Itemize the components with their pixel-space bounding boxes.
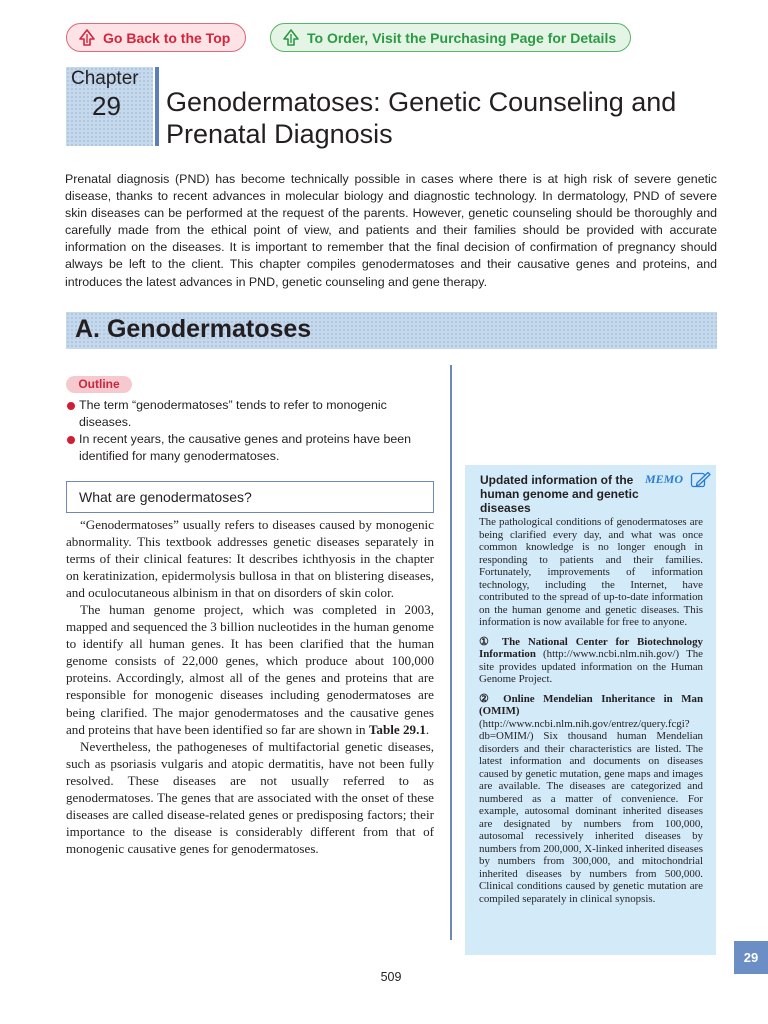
subsection-heading: What are genodermatoses?	[66, 481, 434, 513]
memo-item-desc: Six thousand human Mendelian disorders and their characteristics are listed. The latest information and documents on diseases caused by genetic mutation, gene maps and images are available. The diseases are categorized and numbered as a matter of convenience. For example, autosomal dominant inherited diseases are designated by numbers from 100,000, autosomal recessively inherited diseases by numbers from 200,000, X-linked inherited diseases by numbers from 300,000, and mitochondrial inherited diseases by numbers from 500,000. Clinical conditions caused by genetic mutation are compiled separately in clinical synopsis.	[479, 730, 703, 905]
memo-item-name: The National Center for Biotechnology Information	[479, 635, 703, 660]
outline-item: The term “genodermatoses” tends to refer to monogenic diseases.	[66, 397, 438, 431]
body-text	[66, 516, 434, 857]
chapter-intro: Prenatal diagnosis (PND) has become technically possible in cases where there is at high risk of severe genetic disease, thanks to recent advances in molecular biology and diagnostic technology. In dermatology, PND of severe skin diseases can be performed at the request of the parents. However, genetic counseling should be thoroughly and carefully made from the ethical point of view, and patients and their families should be provided with accurate information on the diseases. It is important to remember that the final decision of confirmation of pregnancy should always be left to the client. This chapter compiles genodermatoses and their causative genes and proteins, and introduces the latest advances in PND, genetic counseling and gene therapy.	[65, 172, 717, 289]
outline-label: Outline	[66, 376, 132, 393]
chapter-side-tab[interactable]: 29	[734, 941, 768, 974]
memo-item-url[interactable]: (http://www.ncbi.nlm.nih.gov/)	[543, 648, 680, 660]
chapter-label: Chapter	[71, 68, 139, 89]
body-paragraph	[66, 601, 434, 737]
memo-item-name: Online Mendelian Inheritance in Man (OMIM)	[479, 692, 703, 717]
memo-body	[479, 516, 703, 905]
chapter-title: Genodermatoses: Genetic Counseling and Prenatal Diagnosis	[166, 87, 677, 149]
body-paragraph-end: .	[425, 721, 430, 737]
purchasing-page-button[interactable]	[270, 23, 631, 52]
chapter-number: 29	[92, 91, 121, 121]
table-reference-link[interactable]: Table 29.1	[368, 721, 426, 737]
go-back-to-top-label: Go Back to the Top	[103, 29, 231, 46]
page-number: 509	[380, 970, 402, 984]
memo-tag: MEMO	[645, 472, 684, 486]
memo-item	[479, 693, 703, 906]
memo-intro: The pathological conditions of genodermatoses are being clarified every day, and what was once common knowledge is no longer enough in responding to patients and their families. Fortunately, improvements of information technology, including the Internet, have contributed to the spread of up-to-date information on the human genome and genetic diseases. This information is now available for free to anyone.	[479, 516, 703, 628]
pencil-icon	[690, 470, 712, 490]
up-arrow-icon	[77, 28, 97, 48]
outline-list	[66, 397, 438, 465]
up-arrow-icon	[281, 28, 301, 48]
memo-item-url[interactable]: (http://www.ncbi.nlm.nih.gov/entrez/query.fcgi?db=OMIM/)	[479, 717, 690, 742]
column-divider	[450, 365, 452, 940]
memo-item-number: ②	[479, 692, 495, 705]
memo-item-desc: The site provides updated information on the Human Genome Project.	[479, 648, 703, 685]
go-back-to-top-button[interactable]	[66, 23, 246, 52]
body-paragraph: “Genodermatoses” usually refers to diseases caused by monogenic abnormality. This textbook addresses genetic diseases separately in terms of their clinical features: It describes ichthyosis in the chapter on keratinization, epidermolysis bullosa in that on blistering diseases, and oculocutaneous albinism in that on disorders of skin color.	[66, 517, 434, 601]
memo-item	[479, 636, 703, 686]
purchasing-page-label: To Order, Visit the Purchasing Page for Details	[307, 29, 617, 46]
body-paragraph-text: The human genome project, which was completed in 2003, mapped and sequenced the 3 billion nucleotides in the human genome to identify all human genes. It has been clarified that the human genome consists of 22,000 genes, which produce about 100,000 proteins. Accordingly, almost all of the genes and proteins that are responsible for monogenic diseases including genodermatoses are being clarified. The major genodermatoses and the causative genes and proteins that have been identified so far are shown in	[66, 602, 434, 737]
chapter-accent-bar	[155, 67, 159, 146]
section-title: A. Genodermatoses	[75, 315, 312, 343]
memo-heading: Updated information of the human genome and genetic diseases	[480, 473, 639, 515]
outline-item: In recent years, the causative genes and proteins have been identified for many genodermatoses.	[66, 431, 438, 465]
body-paragraph: Nevertheless, the pathogeneses of multifactorial genetic diseases, such as psoriasis vulgaris and atopic dermatitis, have not been fully resolved. These diseases are not usually referred to as genodermatoses. The genes that are associated with the onset of these diseases are called disease-related genes or predisposing factors; their importance to the disease is considerably different from that of monogenic causative genes for genodermatoses.	[66, 738, 434, 856]
memo-item-number: ①	[479, 635, 494, 648]
